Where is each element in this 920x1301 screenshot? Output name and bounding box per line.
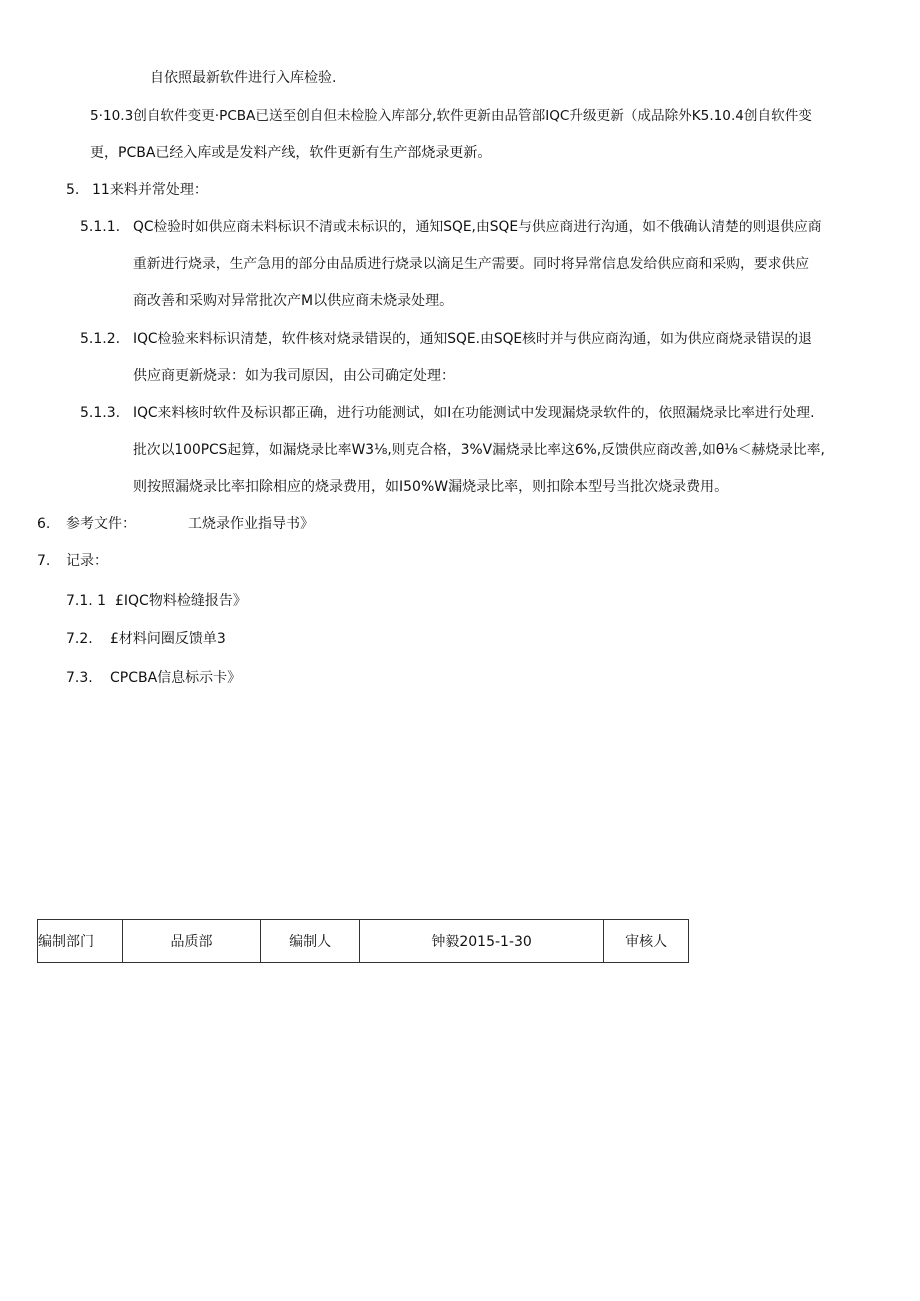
para-5-10-3-line2: 更，PCBA已经入库或是发料产线，软件更新有生产部烧录更新。 — [90, 145, 492, 161]
section-6-value: 工烧录作业指导书》 — [188, 516, 314, 532]
signature-row — [38, 920, 689, 963]
item-5-1-1-number: 5.1.1. — [80, 219, 121, 235]
record-7-3-number: 7.3. — [66, 670, 93, 686]
record-7-1-number: 7.1. 1 — [66, 593, 107, 609]
item-5-1-1-line2: 重新进行烧录，生产急用的部分由品质进行烧录以滴足生产需要。同时将异常信息发给供应商和采购，要求供应 — [133, 256, 810, 272]
para-5-10-2-tail: 自依照最新软件进行入库检验. — [150, 70, 337, 86]
item-5-1-2-line2: 供应商更新烧录：如为我司原因，由公司确定处理： — [133, 368, 455, 384]
item-5-1-3-number: 5.1.3. — [80, 405, 121, 421]
item-5-1-3-line1: IQC来料核时软件及标识都正确，进行功能测试，如I在功能测试中发现漏烧录软件的，依照漏烧录比率进行处理. — [133, 405, 815, 421]
item-5-1-3-line3: 则按照漏烧录比率扣除相应的烧录费用，如I50%W漏烧录比率，则扣除本型号当批次烧录费用。 — [133, 479, 729, 495]
record-7-2-text: £材料问圈反馈单3 — [110, 631, 226, 647]
author-label-cell: 编制人 — [261, 920, 360, 963]
section-5-11-title: 11来料并常处理： — [92, 182, 208, 198]
section-6-label: 参考文件： — [66, 516, 136, 532]
item-5-1-1-line1: QC检验时如供应商未料标识不清或未标识的，通知SQE,由SQE与供应商进行沟通，如不俄确认清楚的则退供应商 — [133, 219, 822, 235]
dept-label-cell: 编制部门 — [38, 920, 123, 963]
item-5-1-1-line3: 商改善和采购对异常批次产M以供应商未烧录处理。 — [133, 293, 454, 309]
para-5-10-3-line1: 5·10.3创自软件变更·PCBA已送至创自但未检脸入库部分,软件更新由品管部IQC升级更新（成品除外K5.10.4创自软件变 — [90, 108, 812, 124]
item-5-1-2-line1: IQC检验来料标识清楚，软件核对烧录错误的，通知SQE.由SQE核时并与供应商沟通，如为供应商烧录错误的退 — [133, 331, 812, 347]
section-5-11-number: 5. — [66, 182, 80, 198]
section-7-number: 7. — [37, 553, 51, 569]
record-7-1-text: £IQC物料检缝报告》 — [115, 593, 247, 609]
dept-value-cell: 品质部 — [122, 920, 261, 963]
item-5-1-3-line2: 批次以100PCS起算，如漏烧录比率W3⅛,则克合格，3%V漏烧录比率这6%,反馈供应商改善,如θ⅛＜赫烧录比率, — [133, 442, 825, 458]
signature-table — [37, 919, 689, 963]
section-6-number: 6. — [37, 516, 51, 532]
item-5-1-2-number: 5.1.2. — [80, 331, 121, 347]
record-7-2-number: 7.2. — [66, 631, 93, 647]
author-value-cell: 钟毅2015-1-30 — [359, 920, 603, 963]
section-7-label: 记录： — [66, 553, 108, 569]
record-7-3-text: CPCBA信息标示卡》 — [110, 670, 242, 686]
reviewer-label-cell: 审核人 — [604, 920, 689, 963]
